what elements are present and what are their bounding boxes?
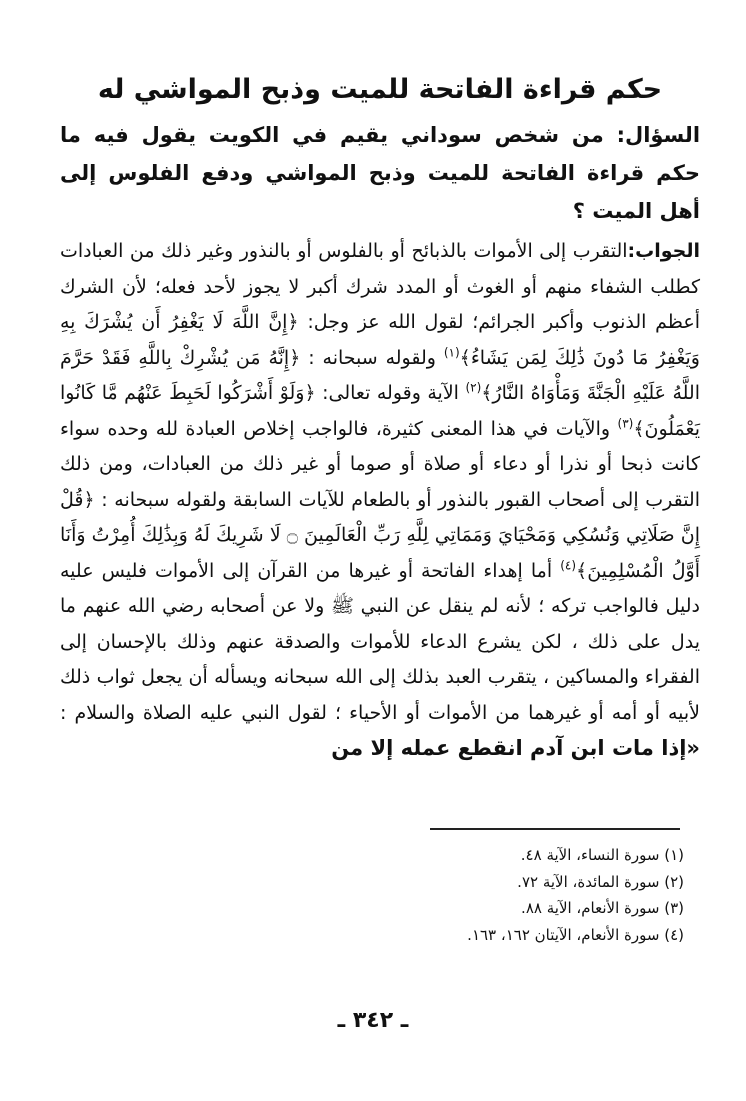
answer-text-1: التقرب إلى الأموات بالذبائح أو بالفلوس أو بالنذور وغير ذلك من العبادات كطلب الشفاء منهم أو الغوث أو المدد شرك أكبر لا يجوز لأحد فعله؛ لأن الشرك أعظم الذنوب وأكبر الجرائم؛ لقول الله عز وجل:	[60, 240, 700, 333]
answer-text-5: أما إهداء الفاتحة أو غيرها من القرآن إلى الأموات فليس عليه دليل فالواجب تركه ؛ لأنه لم ينقل عن النبي ﷺ ولا عن أصحابه رضي الله عنهم ما يدل على ذلك ، لكن يشرع الدعاء للأموات والصدقة عنهم وذلك بالإحسان إلى الفقراء والمساكين ، يتقرب العبد بذلك إلى الله سبحانه ويسأله أن يجعل ثواب ذلك لأبيه أو أمه أو غيرهما من الأموات أو الأحياء ؛ لقول النبي عليه الصلاة والسلام :	[60, 559, 700, 724]
footnotes	[64, 842, 684, 948]
footnote-4: (٤) سورة الأنعام، الآيتان ١٦٢، ١٦٣.	[467, 925, 684, 944]
verse-open-bracket-2: ﴿	[289, 346, 301, 369]
verse-open-bracket-1: ﴿	[287, 311, 299, 333]
hadith-quote: «إذا مات ابن آدم انقطع عمله إلا من	[331, 736, 700, 760]
footnote-2: (٢) سورة المائدة، الآية ٧٢.	[517, 872, 684, 891]
answer-label: الجواب:	[627, 240, 700, 262]
footnote-3: (٣) سورة الأنعام، الآية ٨٨.	[521, 899, 684, 917]
page-number: ـ ٣٤٢ ـ	[337, 1008, 409, 1033]
question-label: السؤال:	[616, 123, 701, 147]
answer-text-2: ولقوله سبحانه :	[308, 346, 436, 369]
quran-verse-1: إِنَّ اللَّهَ لَا يَغْفِرُ أَن يُشْرَكَ بِهِ وَيَغْفِرُ مَا دُونَ ذَٰلِكَ لِمَن يَشَاءُ	[60, 311, 700, 369]
footnote-divider	[430, 828, 680, 830]
page-body	[60, 70, 700, 768]
footnote-ref-1: (١)	[443, 345, 460, 360]
question-paragraph	[60, 116, 700, 230]
quran-verse-3: وَلَوْ أَشْرَكُوا لَحَبِطَ عَنْهُم مَّا كَانُوا يَعْمَلُونَ	[60, 382, 700, 440]
footnote-ref-3: (٣)	[617, 416, 634, 431]
answer-text-4: والآيات في هذا المعنى كثيرة، فالواجب إخلاص العبادة لله وحده سواء كانت ذبحا أو نذرا أو دعاء أو صلاة أو صوما أو غير ذلك من العبادات، ومن ذلك التقرب إلى أصحاب القبور بالنذور أو بالطعام للآيات السابقة ولقوله سبحانه :	[60, 417, 700, 511]
verse-close-bracket-2: ﴾	[481, 382, 493, 404]
verse-open-bracket-4: ﴿	[83, 488, 95, 511]
footnote-ref-2: (٢)	[465, 380, 482, 395]
footnote-ref-4: (٤)	[560, 558, 577, 573]
page-title: حكم قراءة الفاتحة للميت وذبح المواشي له	[97, 74, 663, 105]
quran-verse-2: إِنَّهُ مَن يُشْرِكْ بِاللَّهِ فَقَدْ حَرَّمَ اللَّهُ عَلَيْهِ الْجَنَّةَ وَمَأْوَاهُ النَّارُ	[60, 346, 700, 404]
question-text: من شخص سوداني يقيم في الكويت يقول فيه ما حكم قراءة الفاتحة للميت وذبح المواشي ودفع الفلوس إلى أهل الميت ؟	[60, 123, 700, 223]
verse-close-bracket-4: ﴾	[576, 559, 588, 582]
verse-close-bracket-3: ﴾	[633, 417, 645, 440]
verse-open-bracket-3: ﴿	[304, 382, 316, 404]
footnote-1: (١) سورة النساء، الآية ٤٨.	[520, 846, 684, 864]
answer-paragraph	[60, 234, 700, 768]
verse-close-bracket-1: ﴾	[459, 346, 471, 369]
quran-verse-4: قُلْ إِنَّ صَلَاتِي وَنُسُكِي وَمَحْيَايَ وَمَمَاتِي لِلَّهِ رَبِّ الْعَالَمِينَ ۝ لَا شَرِيكَ لَهُ وَبِذَٰلِكَ أُمِرْتُ وَأَنَا أَوَّلُ الْمُسْلِمِينَ	[60, 488, 700, 582]
answer-text-3: الآية وقوله تعالى:	[322, 382, 459, 404]
